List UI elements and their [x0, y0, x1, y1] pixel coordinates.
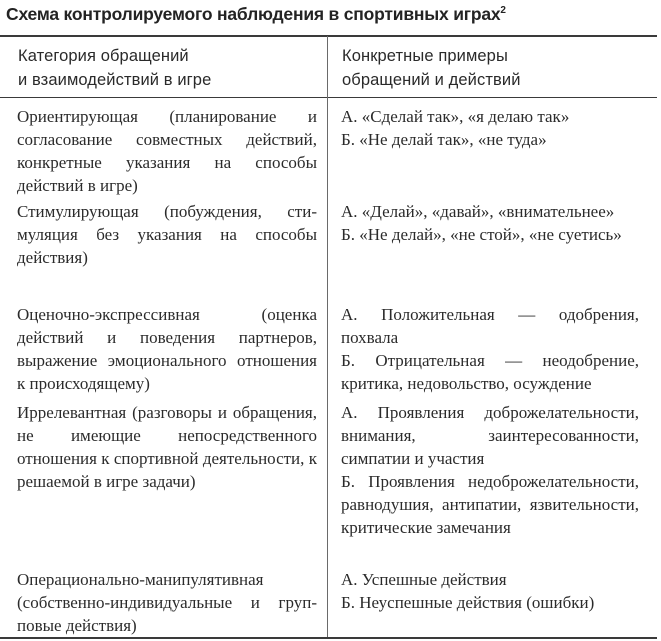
- row-4-category: Иррелевантная (разговоры и обращения, не имеющие непосредственного отношения к спортивной деятельности, к решаемой в игре задачи): [17, 403, 317, 491]
- row-5-examples: [341, 568, 639, 614]
- row-3-example-b: Б. Отрицательная — неодобрение, критика, недовольство, осуждение: [341, 351, 639, 393]
- row-4-example-a: А. Проявления доброжелательности, внимания, заинтересованности, симпатии и участия: [341, 403, 639, 468]
- row-3-example-a: А. Положительная — одобрения, похвала: [341, 305, 639, 347]
- title-footnote-marker: 2: [500, 5, 506, 17]
- row-3-category: Оценочно-экспрессивная (оценка действий и поведения партнеров, выражение эмоционального отношения к происходящему): [17, 305, 317, 393]
- row-2-category: Стимулирующая (побуждения, стимуляция без указания на способы действия): [17, 202, 317, 267]
- row-1-category: Ориентирующая (планирование и согласование совместных действий, конкретные указания на способы действий в игре): [17, 107, 317, 195]
- row-5-example-b: Б. Неуспешные действия (ошибки): [341, 593, 595, 612]
- table-title-text: Схема контролируемого наблюдения в спортивных играх: [6, 4, 501, 24]
- column-header-category: Категория обращений и взаимодействий в игре: [18, 47, 212, 89]
- row-2-example-b: Б. «Не делай», «не стой», «не суетись»: [341, 225, 622, 244]
- table-bottom-rule: [0, 637, 657, 639]
- row-4-examples: [341, 401, 639, 539]
- row-2-examples: [341, 200, 639, 246]
- table-header-rule: [0, 97, 657, 98]
- row-1-example-b: Б. «Не делай так», «не туда»: [341, 130, 547, 149]
- row-2-example-a: А. «Делай», «давай», «внимательнее»: [341, 202, 615, 221]
- column-header-examples: Конкретные примеры обращений и действий: [342, 47, 521, 89]
- table-column-divider: [327, 36, 328, 637]
- row-5-category: Операционально-манипулятивная (собственно-индивидуальные и групповые действия): [17, 570, 317, 635]
- row-1-example-a: А. «Сделай так», «я делаю так»: [341, 107, 570, 126]
- row-3-examples: [341, 303, 639, 395]
- table-title: [6, 4, 506, 25]
- row-5-example-a: А. Успешные действия: [341, 570, 507, 589]
- row-1-examples: [341, 105, 639, 151]
- row-4-example-b: Б. Проявления недоброжелательности, равнодушия, антипатии, язвительности, критические замечания: [341, 472, 639, 537]
- table-top-rule: [0, 35, 657, 37]
